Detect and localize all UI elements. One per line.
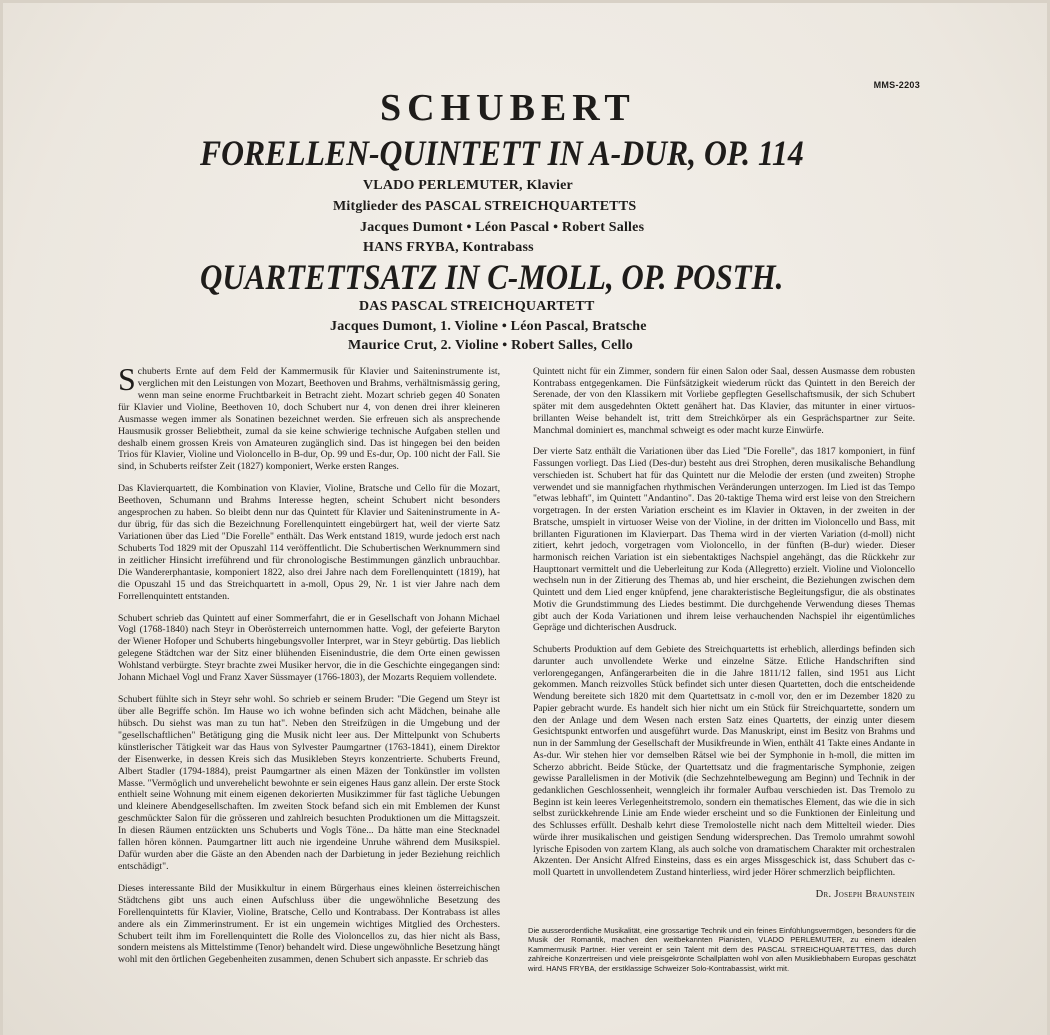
- catalog-number: MMS-2203: [873, 80, 920, 90]
- performer-quartet-members: Mitglieder des PASCAL STREICHQUARTETTS: [333, 199, 637, 214]
- liner-notes-right-column: [533, 366, 915, 901]
- work2-players-line2: Maurice Crut, 2. Violine • Robert Salles, Cello: [348, 338, 633, 353]
- right-paragraph: Schuberts Produktion auf dem Gebiete des Streichquartetts ist erheblich, allerdings befinden sich darunter auch unvollendete Werke und einzelne Sätze. Etliche Handschriften sind verlorengegangen, Anfängerarbeiten die in die Jahre 1811/12 fallen, sind 1951 aus Licht gekommen. Manch reizvolles Stück befindet sich unter diesen Quartetten, doch die entscheidende Wendung bereitete sich 1820 mit dem Quartettsatz in c-moll vor, den er im Dezember 1820 zu Papier gebracht wurde. Es handelt sich hier nicht um ein Stück für Streichquartette, sondern um den der Anlage und dem Wesen nach ersten Satz eines Quartetts, der einzig unter diesem Gesichtspunkt entworfen und ausgeführt wurde. Das Manuskript, einst im Besitz von Brahms und nun in der Sammlung der Gesellschaft der Musikfreunde in Wien, enthält 41 Takte eines Andante in As-dur. Wir stehen hier vor demselben Rätsel wie bei der Symphonie in h-moll, die mitten im Scherzo abbricht. Beide Stücke, der Quartettsatz und die fragmentarische Symphonie, zeigen gewisse Parallelismen in der Motivik (die Sechzehntelbewegung am Beginn) und Technik in der gedanklichen Geschlossenheit, wenngleich ihr formaler Aufbau verschieden ist. Das Tremolo zu Beginn ist kein leeres Verlegenheitstremolo, sondern ein thematisches Element, das wie die in sich selbst zurückkehrende Linie am Ende wieder erscheint und so die Funktionen der Einleitung und des Schlusses erfüllt. Deshalb kehrt diese Tremolostelle nicht nach dem Mittelteil wieder. Dies würde ihrer musikalischen und geistigen Sendung widersprechen. Das Tremolo umrahmt sowohl lyrische Episoden von zartem Klang, als auch solche von dramatischem Charakter mit orchestralen Akzenten. Der Ansicht Alfred Einsteins, dass es ein arges Missgeschick ist, dass Schubert das c-moll Quartett in unvollendetem Zustand hinterliess, wird jeder Hörer schmerzlich beipflichten.: [533, 644, 915, 879]
- composer-name: SCHUBERT: [380, 87, 636, 129]
- liner-notes-left-column: [118, 361, 500, 976]
- work2-players-line1: Jacques Dumont, 1. Violine • Léon Pascal, Bratsche: [330, 319, 647, 334]
- performer-pianist: VLADO PERLEMUTER, Klavier: [363, 178, 573, 193]
- left-paragraph: Dieses interessante Bild der Musikkultur in einem Bürgerhaus eines kleinen österreichischen Städtchens gibt uns auch einen Aufschluss über die ungewöhnliche Besetzung des Forellenquintetts für Klavier, Violine, Bratsche, Cello und Kontrabass. Der Kontrabass ist alles andere als ein Zimmerinstrument. Er ist ein ungemein wichtiges Mitglied des Orchesters. Schubert teilt ihm im Forellenquintett die Rolle des Violoncellos zu, das hier nicht als Bass, sondern meistens als Mittelstimme (Tenor) behandelt wird. Diese ungewöhnliche Besetzung hängt wohl mit den örtlichen Gegebenheiten zusammen, denen Schubert sich anpasste. Er schrieb das: [118, 882, 500, 966]
- performer-footnote: Die ausserordentliche Musikalität, eine grossartige Technik und ein feines Einfühlungsvermögen, besonders für die Musik der Romantik, machen den weitbekannten Pianisten, VLADO PERLEMUTER, zu einem idealen Kammermusik Partner. Hier vereint er sein Talent mit dem des PASCAL STREICHQUARTETTES, das durch zahlreiche Konzertreisen und viele preisgekrönte Schallplatten wohl von allen Musikliebhabern Europas geschätzt wird. HANS FRYBA, der erstklassige Schweizer Solo-Kontrabassist, wirkt mit.: [528, 926, 916, 973]
- left-paragraph: Schuberts Ernte auf dem Feld der Kammermusik für Klavier und Saiteninstrumente ist, verglichen mit den Leistungen von Mozart, Beethoven und Brahms, verhältnismässig gering, wenn man seine enorme Fruchtbarkeit in Betracht zieht. Mozart schrieb gegen 40 Sonaten für Klavier und Violine, Beethoven 10, doch Schubert nur 4, von denen drei ihrer kleineren Ausmasse wegen immer als Sonatinen bezeichnet werden. Sie erfreuen sich als ansprechende Hausmusik grosser Beliebtheit, zumal da sie keine schwierige technische Aufgaben stellen und deshalb einem grossen Kreis von Amateuren zugänglich sind. Das ist hingegen bei den beiden Trios für Klavier, Violine und Violoncello in B-dur, Op. 99 und Es-dur, Op. 100 nicht der Fall. Sie sind, in Schuberts reifster Zeit (1827) komponiert, Werke ersten Ranges.: [118, 361, 500, 473]
- work2-ensemble: DAS PASCAL STREICHQUARTETT: [359, 299, 595, 314]
- performer-bassist: HANS FRYBA, Kontrabass: [363, 240, 534, 255]
- work1-title: FORELLEN-QUINTETT IN A-DUR, OP. 114: [200, 133, 804, 173]
- author-signature: Dr. Joseph Braunstein: [815, 888, 915, 900]
- left-paragraph: Schubert fühlte sich in Steyr sehr wohl. So schrieb er seinem Bruder: "Die Gegend um Steyr ist über alle Begriffe schön. Im Hause wo ich wohne befinden sich acht Mädchen, beinahe alle hübsch. Du siehst was man zu tun hat". Neben den Streifzügen in die Umgebung und der "gesellschaftlichen" Betätigung ging die Musik nicht leer aus. Der Mittelpunkt von Schuberts künstlerischer Tätigkeit war das Haus von Sylvester Paumgartner (1763-1841), einem Direktor der Eisenwerke, in dessen Kreis sich das Musikleben Steyrs konzentrierte. Schuberts Freund, Albert Stadler (1794-1884), preist Paumgartner als einen Mäzen der Tonkünstler im vollsten Masse. "Vermöglich und unverehelicht bewohnte er sein eigenes Haus ganz allein. Der erste Stock enthielt seine Wohnung mit einem eigenen dekorierten Musikzimmer für fast tägliche Uebungen und kleinere Abendgesellschaften. Im zweiten Stock befand sich ein mit Emblemen der Kunst geschmückter Salon für die grösseren und zahlreich besuchten Produktionen um die Mittagszeit. In diesen Räumen entzückten uns Schuberts und Vogls Töne... Da hätte man eine Stecknadel fallen hören können. Paumgartner litt auch nie irgendeine Unruhe während dem Musikspiel. Dafür wurden aber die Gäste an den Abenden nach der Darbietung in jeder Beziehung reichlich entschädigt".: [118, 694, 500, 872]
- left-paragraph: Schubert schrieb das Quintett auf einer Sommerfahrt, die er in Gesellschaft von Johann Michael Vogl (1768-1840) nach Steyr in Oberösterreich unternommen hatte. Vogl, der gefeierte Baryton der Wiener Hofoper und Schuberts hingebungsvoller Interpret, war in Steyr gebürtig. Das lieblich gelegene Städtchen war der Sitz einer blühenden Eisenindustrie, die dem Orte einen gewissen Wohlstand verbürgte. Steyr brachte zwei Musiker hervor, die in die Geschichte eingegangen sind: Johann Michael Vogl und Franz Xaver Süssmayer (1766-1803), der Mozarts Requiem vollendete.: [118, 612, 500, 684]
- right-paragraph: Quintett nicht für ein Zimmer, sondern für einen Salon oder Saal, dessen Ausmasse dem robusten Kontrabass entgegenkamen. Die Fünfsätzigkeit wiederum rückt das Quintett in den Bereich der Serenade, der von den Klassikern mit Vorliebe gepflegten Gesellschaftsmusik, der sich Schubert später mit dem ausgedehnten Oktett genähert hat. Das Klavier, das mitunter in einer virtuos-brillanten Weise behandelt ist, tritt dem Streichkörper als ein Gesprächspartner zur Seite. Manchmal dominiert es, manchmal schweigt es oder macht kurze Einwürfe.: [533, 366, 915, 436]
- left-paragraph: Das Klavierquartett, die Kombination von Klavier, Violine, Bratsche und Cello für die Mozart, Beethoven, Schumann und Brahms Interesse hegten, scheint Schubert nicht besonders angesprochen zu haben. So bleibt denn nur das Quintett für Klavier und Saiteninstrumente in A-dur übrig, für das sich die Bezeichnung Forellenquintett eingebürgert hat, weil der vierte Satz Variationen über das Lied "Die Forelle" enthält. Das Werk entstand 1819, wurde jedoch erst nach Schuberts Tod 1829 mit der Opuszahl 114 veröffentlicht. Die Schubertischen Werknummern sind in zeitlicher Hinsicht irreführend und für chronologische Bestimmungen gänzlich unbrauchbar. Die Wandererphantasie, komponiert 1822, also drei Jahre nach dem Forellenquintett (1819), hat die Opuszahl 15 und das Streichquartett in a-moll, Opus 29, Nr. 1 ist vier Jahre nach dem Forrellenquintett entstanden.: [118, 483, 500, 602]
- top-edge: [0, 0, 1050, 3]
- work2-title: QUARTETTSATZ IN C-MOLL, OP. POSTH.: [200, 257, 784, 297]
- right-paragraph: Der vierte Satz enthält die Variationen über das Lied "Die Forelle", das 1817 komponiert, in fünf Fassungen vorliegt. Das Lied (Des-dur) besteht aus drei Strophen, deren musikalische Behandlung verschieden ist. Schubert hat für das Quintett nur die Melodie der ersten (und zweiten) Strophe verwendet und sie mannigfachen rhythmischen Veränderungen unterzogen. Im Lied ist das Tempo "etwas lebhaft", im Quintett "Andantino". Das 20-taktige Thema wird erst leise von den Streichern vorgetragen. In der ersten Variation erscheint es im Klavier in Oktaven, in der zweiten in der Bratsche, umspielt in virtuoser Weise von der Violine, in der dritten im Violoncello und Bass, mit brillanten Figurationen im Klavierpart. Das Thema wird in der vierten Variation (d-moll) nicht zitiert, kehrt jedoch, vorgetragen vom Violoncello, in der fünften (B-dur) wieder. Dieser harmonisch reichen Variation ist ein siebentaktiges Nachspiel angehängt, das die Rückkehr zur Haupttonart vermittelt und die Ueberleitung zur Koda (Allegretto) erzielt. Violine und Violoncello wechseln nun in der Zitierung des Themas ab, und hier erscheint, die Beziehungen zwischen dem Quintett und dem Lied enger knüpfend, jene charakteristische Begleitungsfigur, die als obstinates Motiv die Grundstimmung des Liedes bestimmt. Die durchgehende Verwendung dieses Themas gibt auch der Koda Variationen und ihrem leise verhauchenden Nachspiel ihr eigentümliches Gepräge und dichterischen Ausdruck.: [533, 446, 915, 634]
- performer-quartet-names: Jacques Dumont • Léon Pascal • Robert Salles: [360, 220, 645, 235]
- left-edge: [0, 0, 3, 1035]
